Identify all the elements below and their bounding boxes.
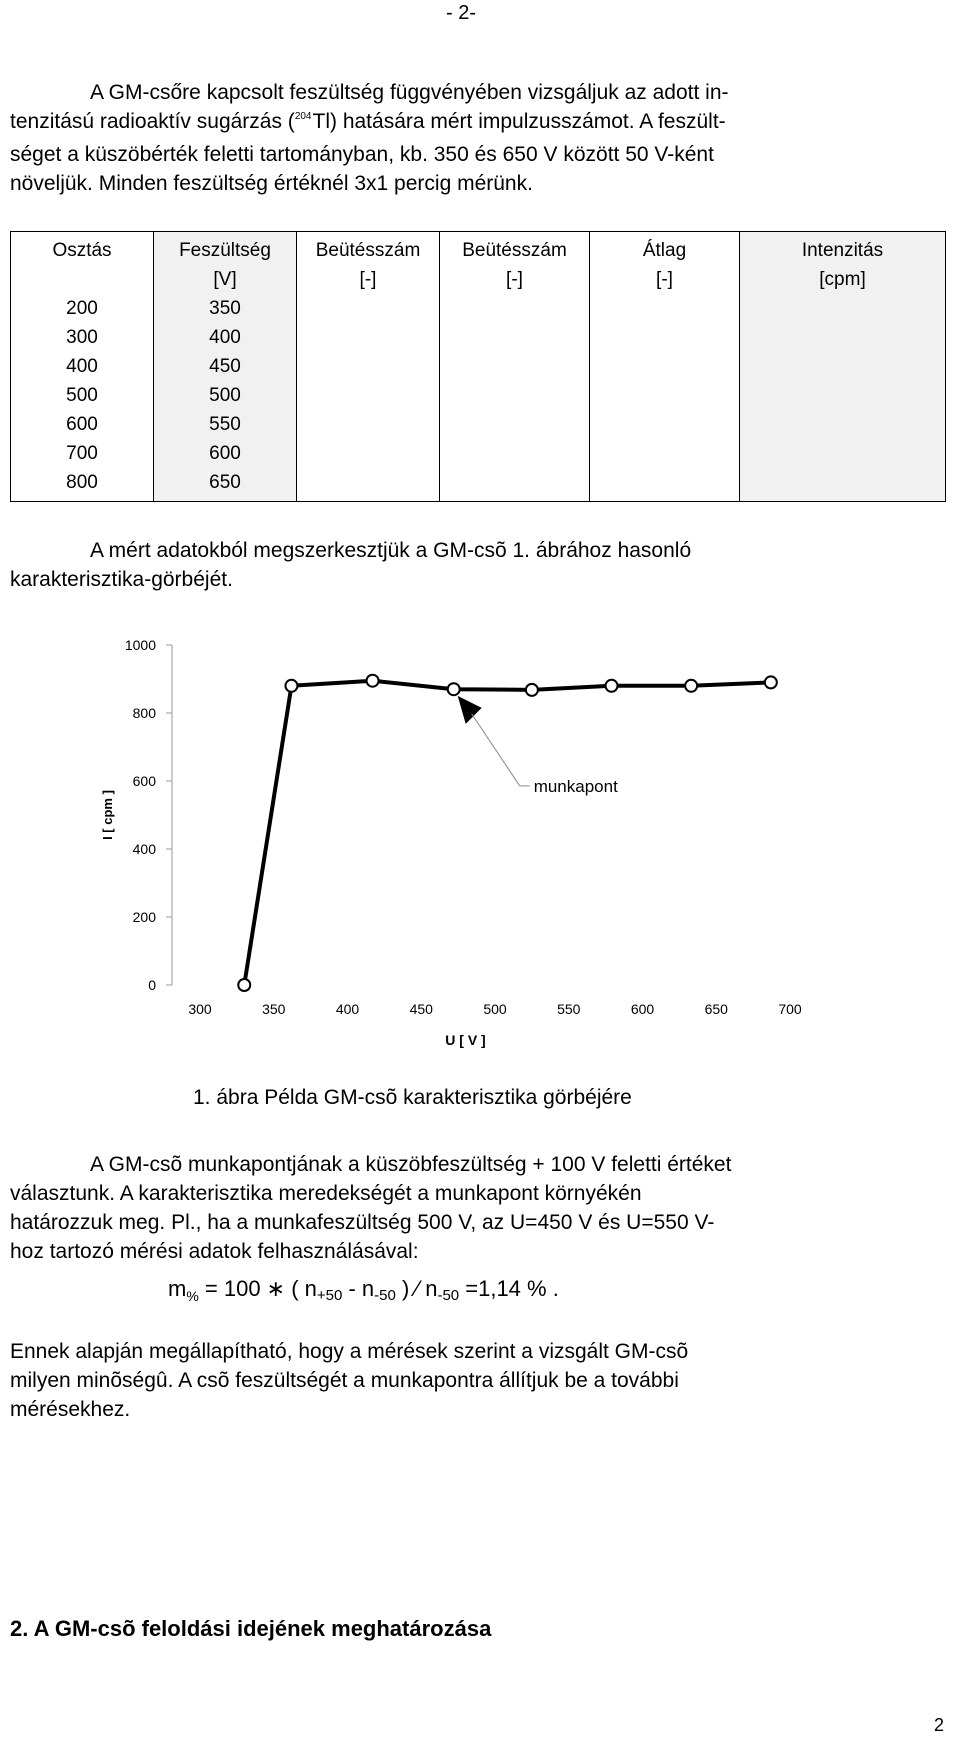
y-tick-label: 200	[132, 909, 156, 925]
intro-line-1: A GM-csőre kapcsolt feszültség függvényében vizsgáljuk az adott in-	[90, 81, 729, 104]
header-osztas: Osztás	[52, 240, 112, 261]
feszultseg-value: 450	[209, 356, 241, 377]
formula-open: ( n	[285, 1276, 317, 1301]
formula-m: m	[168, 1276, 187, 1301]
formula-eq: = 100	[198, 1276, 267, 1301]
x-axis-label: U [ V ]	[445, 1032, 486, 1048]
col-beutesszam-2	[440, 232, 590, 502]
feszultseg-value: 500	[209, 385, 241, 406]
data-point	[526, 684, 538, 696]
formula-sub-minus50-2: -50	[437, 1287, 460, 1304]
characteristic-chart	[90, 625, 810, 1065]
col-beutesszam-1	[297, 232, 440, 502]
x-tick-label: 550	[557, 1001, 581, 1017]
intro-line-2a: tenzitású radioaktív sugárzás (	[10, 110, 295, 133]
annotation-label: munkapont	[533, 776, 618, 796]
header-atlag: Átlag	[642, 240, 687, 261]
feszultseg-value: 400	[209, 327, 241, 348]
x-tick-label: 700	[778, 1001, 802, 1017]
intro-line-2	[10, 107, 940, 140]
osztas-value: 300	[66, 327, 98, 348]
x-tick-label: 600	[630, 1001, 655, 1017]
formula-result: =1,14 % .	[459, 1276, 559, 1301]
header-feszultseg-unit: [V]	[213, 269, 237, 290]
osztas-value: 700	[66, 443, 98, 464]
feszultseg-value: 550	[209, 414, 241, 435]
slope-formula	[168, 1276, 559, 1302]
formula-n: n	[419, 1276, 438, 1301]
data-point	[448, 683, 460, 695]
feszultseg-value: 600	[209, 443, 241, 464]
intro-line-3: séget a küszöbérték feletti tartományban, kb. 350 és 650 V között 50 V-ként	[10, 143, 714, 166]
intro-line-2b: Tl) hatására mért impulzusszámot. A feszült-	[312, 110, 726, 133]
x-tick-label: 450	[409, 1001, 433, 1017]
op-line-1: A GM-csõ munkapontjának a küszöbfeszültség + 100 V feletti értéket	[90, 1153, 732, 1176]
data-point	[238, 979, 250, 991]
y-tick-label: 400	[132, 841, 156, 857]
page-number: 2	[934, 1715, 945, 1735]
measurement-table	[10, 231, 946, 502]
osztas-value: 800	[66, 472, 98, 493]
x-tick-label: 300	[188, 1001, 212, 1017]
formula-sub-minus50: -50	[374, 1287, 396, 1304]
conclusion-line-3: mérésekhez.	[10, 1398, 131, 1421]
x-tick-label: 650	[704, 1001, 728, 1017]
y-tick-label: 800	[132, 705, 156, 721]
intro-line-4: növeljük. Minden feszültség értéknél 3x1 percig mérünk.	[10, 172, 533, 195]
feszultseg-value: 650	[209, 472, 241, 493]
formula-slash: ⁄	[415, 1276, 420, 1301]
x-tick-label: 500	[483, 1001, 507, 1017]
formula-minus: - n	[342, 1276, 375, 1301]
annotation-leader-line	[472, 714, 530, 786]
osztas-value: 200	[66, 298, 98, 319]
intro-paragraph	[10, 78, 940, 198]
y-tick-label: 0	[148, 977, 156, 993]
header-osztas-unit	[13, 265, 151, 294]
formula-close: )	[395, 1276, 416, 1301]
header-atlag-unit: [-]	[656, 269, 673, 290]
isotope-mass-number: 204	[294, 111, 312, 122]
y-axis-label: I [ cpm ]	[100, 790, 115, 840]
col-feszultseg	[154, 232, 297, 502]
osztas-value: 400	[66, 356, 98, 377]
y-tick-label: 1000	[124, 637, 156, 653]
header-intenzitas: Intenzitás	[801, 240, 884, 261]
col-intenzitas	[740, 232, 946, 502]
conclusion-paragraph	[10, 1337, 940, 1424]
formula-m-subscript: %	[186, 1288, 199, 1304]
header-beutesszam-1-unit: [-]	[359, 269, 377, 290]
col-atlag	[590, 232, 740, 502]
x-tick-label: 400	[335, 1001, 360, 1017]
data-point	[367, 675, 379, 687]
osztas-value: 600	[66, 414, 98, 435]
y-tick-label: 600	[132, 773, 156, 789]
formula-sub-plus50: +50	[316, 1287, 343, 1304]
header-beutesszam-2-unit: [-]	[506, 269, 523, 290]
conclusion-line-2: milyen minõségû. A csõ feszültségét a munkapontra állítjuk be a további	[10, 1369, 679, 1392]
col-osztas	[11, 232, 154, 502]
header-beutesszam-2: Beütésszám	[462, 240, 567, 261]
op-line-3: határozzuk meg. Pl., ha a munkafeszültség 500 V, az U=450 V és U=550 V-	[10, 1211, 715, 1234]
op-line-4: hoz tartozó mérési adatok felhasználásával:	[10, 1240, 419, 1263]
series-line	[244, 681, 771, 985]
data-point	[765, 676, 777, 688]
header-intenzitas-unit: [cpm]	[819, 269, 866, 290]
data-point	[685, 680, 697, 692]
header-beutesszam-1: Beütésszám	[315, 240, 421, 261]
chart-intro-paragraph	[10, 536, 940, 594]
feszultseg-value: 350	[209, 298, 241, 319]
conclusion-line-1: Ennek alapján megállapítható, hogy a mérések szerint a vizsgált GM-csõ	[10, 1340, 689, 1363]
osztas-value: 500	[66, 385, 98, 406]
header-feszultseg: Feszültség	[179, 240, 271, 261]
figure-caption: 1. ábra Példa GM-csõ karakterisztika görbéjére	[193, 1086, 632, 1109]
page-header: - 2-	[446, 2, 476, 24]
x-tick-label: 350	[262, 1001, 286, 1017]
formula-times: ∗	[266, 1276, 286, 1301]
operating-point-paragraph	[10, 1150, 940, 1266]
operating-point-arrow	[458, 696, 482, 724]
data-point	[285, 680, 297, 692]
chart-intro-line-1: A mért adatokból megszerkesztjük a GM-csõ 1. ábrához hasonló	[90, 539, 692, 562]
data-point	[606, 680, 618, 692]
op-line-2: választunk. A karakterisztika meredekségét a munkapont környékén	[10, 1182, 642, 1205]
chart-intro-line-2: karakterisztika-görbéjét.	[10, 568, 233, 591]
section-title: 2. A GM-csõ feloldási idejének meghatározása	[10, 1616, 492, 1641]
